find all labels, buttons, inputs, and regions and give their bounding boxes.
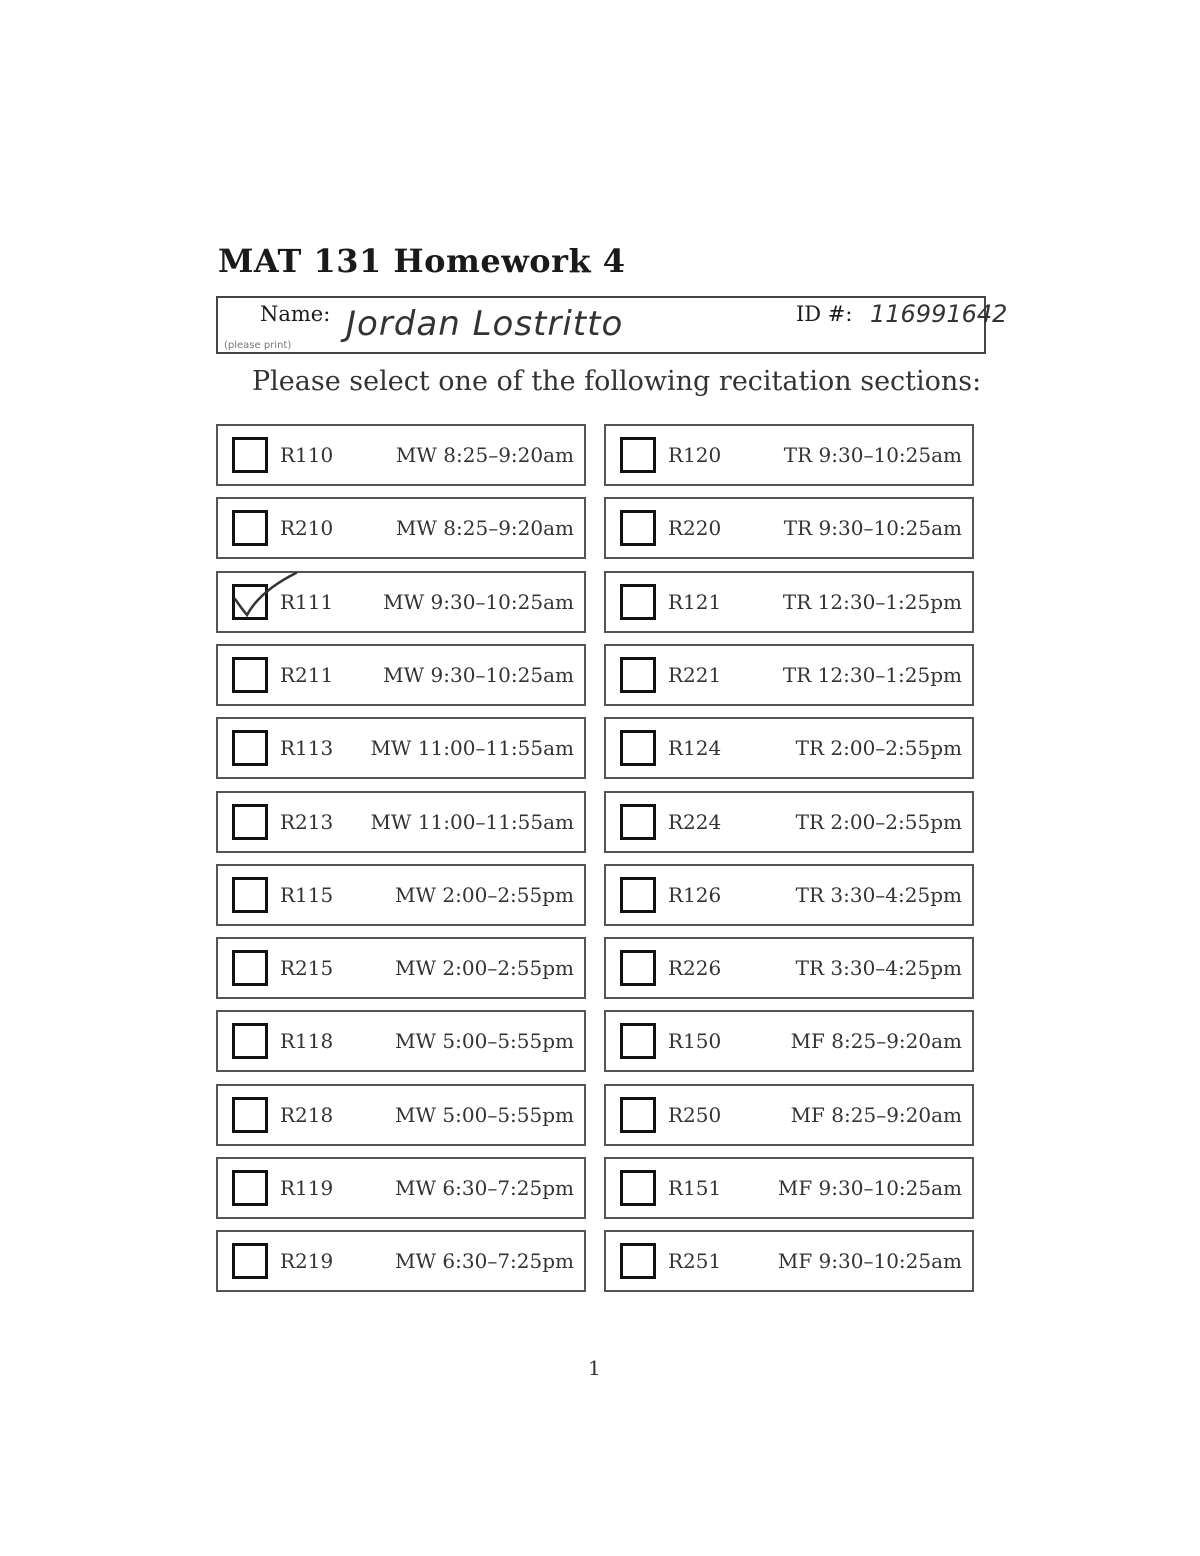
section-checkbox[interactable] bbox=[232, 1243, 268, 1279]
section-option-r250[interactable] bbox=[604, 1084, 974, 1146]
section-time: MW 5:00–5:55pm bbox=[395, 1103, 574, 1127]
section-time: MW 9:30–10:25am bbox=[383, 590, 574, 614]
section-code: R120 bbox=[668, 443, 722, 467]
section-option-r215[interactable] bbox=[216, 937, 586, 999]
section-time: MW 6:30–7:25pm bbox=[395, 1249, 574, 1273]
section-time: MW 11:00–11:55am bbox=[370, 810, 574, 834]
name-hint: (please print) bbox=[224, 340, 292, 351]
section-code: R220 bbox=[668, 516, 722, 540]
section-checkbox[interactable] bbox=[620, 950, 656, 986]
section-option-r220[interactable] bbox=[604, 497, 974, 559]
section-option-r251[interactable] bbox=[604, 1230, 974, 1292]
page-title: MAT 131 Homework 4 bbox=[218, 242, 626, 280]
section-checkbox[interactable] bbox=[232, 1023, 268, 1059]
section-checkbox[interactable] bbox=[620, 1170, 656, 1206]
section-option-r115[interactable] bbox=[216, 864, 586, 926]
section-checkbox[interactable] bbox=[620, 877, 656, 913]
section-code: R151 bbox=[668, 1176, 722, 1200]
section-checkbox[interactable] bbox=[620, 1023, 656, 1059]
section-time: TR 9:30–10:25am bbox=[783, 443, 962, 467]
section-code: R121 bbox=[668, 590, 722, 614]
section-time: MF 8:25–9:20am bbox=[790, 1103, 962, 1127]
section-checkbox[interactable] bbox=[232, 1170, 268, 1206]
section-time: TR 12:30–1:25pm bbox=[782, 590, 962, 614]
section-time: MF 9:30–10:25am bbox=[777, 1249, 962, 1273]
section-time: MF 9:30–10:25am bbox=[777, 1176, 962, 1200]
section-checkbox[interactable] bbox=[232, 657, 268, 693]
section-option-r126[interactable] bbox=[604, 864, 974, 926]
section-time: MW 2:00–2:55pm bbox=[395, 883, 574, 907]
section-code: R211 bbox=[280, 663, 334, 687]
section-checkbox[interactable] bbox=[232, 437, 268, 473]
section-code: R221 bbox=[668, 663, 722, 687]
section-option-r211[interactable] bbox=[216, 644, 586, 706]
section-option-r110[interactable] bbox=[216, 424, 586, 486]
section-checkbox[interactable] bbox=[232, 510, 268, 546]
section-code: R224 bbox=[668, 810, 722, 834]
section-option-r124[interactable] bbox=[604, 717, 974, 779]
section-option-r118[interactable] bbox=[216, 1010, 586, 1072]
section-checkbox[interactable] bbox=[620, 510, 656, 546]
section-code: R218 bbox=[280, 1103, 334, 1127]
section-code: R115 bbox=[280, 883, 334, 907]
section-checkbox[interactable] bbox=[620, 657, 656, 693]
section-option-r120[interactable] bbox=[604, 424, 974, 486]
section-code: R251 bbox=[668, 1249, 722, 1273]
section-time: TR 12:30–1:25pm bbox=[782, 663, 962, 687]
section-code: R219 bbox=[280, 1249, 334, 1273]
section-option-r151[interactable] bbox=[604, 1157, 974, 1219]
section-code: R226 bbox=[668, 956, 722, 980]
section-time: MW 8:25–9:20am bbox=[395, 443, 574, 467]
section-option-r210[interactable] bbox=[216, 497, 586, 559]
section-code: R110 bbox=[280, 443, 334, 467]
section-time: TR 9:30–10:25am bbox=[783, 516, 962, 540]
section-checkbox[interactable] bbox=[620, 804, 656, 840]
section-time: MW 5:00–5:55pm bbox=[395, 1029, 574, 1053]
section-time: TR 3:30–4:25pm bbox=[795, 956, 962, 980]
section-time: MW 8:25–9:20am bbox=[395, 516, 574, 540]
name-label: Name: bbox=[260, 302, 331, 326]
instruction-text: Please select one of the following recitation sections: bbox=[252, 366, 982, 397]
section-checkbox[interactable] bbox=[232, 804, 268, 840]
section-checkbox[interactable] bbox=[232, 950, 268, 986]
section-code: R250 bbox=[668, 1103, 722, 1127]
section-option-r221[interactable] bbox=[604, 644, 974, 706]
section-code: R150 bbox=[668, 1029, 722, 1053]
section-code: R215 bbox=[280, 956, 334, 980]
section-option-r111[interactable] bbox=[216, 571, 586, 633]
section-checkbox[interactable] bbox=[620, 730, 656, 766]
section-time: MW 11:00–11:55am bbox=[370, 736, 574, 760]
section-option-r218[interactable] bbox=[216, 1084, 586, 1146]
student-info-box bbox=[216, 296, 1008, 354]
section-option-r113[interactable] bbox=[216, 717, 586, 779]
section-checkbox[interactable] bbox=[620, 1097, 656, 1133]
section-time: TR 3:30–4:25pm bbox=[795, 883, 962, 907]
section-time: MW 2:00–2:55pm bbox=[395, 956, 574, 980]
section-code: R118 bbox=[280, 1029, 334, 1053]
section-code: R111 bbox=[280, 590, 334, 614]
section-checkbox[interactable] bbox=[620, 584, 656, 620]
section-option-r150[interactable] bbox=[604, 1010, 974, 1072]
id-field[interactable]: 116991642 bbox=[870, 300, 1008, 328]
page-number: 1 bbox=[588, 1356, 601, 1380]
name-field[interactable]: Jordan Lostritto bbox=[346, 304, 624, 344]
section-option-r213[interactable] bbox=[216, 791, 586, 853]
section-code: R210 bbox=[280, 516, 334, 540]
section-time: TR 2:00–2:55pm bbox=[795, 736, 962, 760]
section-option-r121[interactable] bbox=[604, 571, 974, 633]
section-code: R119 bbox=[280, 1176, 334, 1200]
section-code: R113 bbox=[280, 736, 334, 760]
section-code: R126 bbox=[668, 883, 722, 907]
id-label: ID #: bbox=[796, 302, 853, 326]
section-time: MW 9:30–10:25am bbox=[383, 663, 574, 687]
section-checkbox[interactable] bbox=[232, 730, 268, 766]
section-option-r119[interactable] bbox=[216, 1157, 586, 1219]
section-checkbox[interactable] bbox=[232, 1097, 268, 1133]
section-checkbox[interactable] bbox=[620, 1243, 656, 1279]
section-time: TR 2:00–2:55pm bbox=[795, 810, 962, 834]
section-time: MF 8:25–9:20am bbox=[790, 1029, 962, 1053]
section-code: R213 bbox=[280, 810, 334, 834]
section-time: MW 6:30–7:25pm bbox=[395, 1176, 574, 1200]
section-checkbox[interactable] bbox=[232, 877, 268, 913]
section-option-r224[interactable] bbox=[604, 791, 974, 853]
section-option-r226[interactable] bbox=[604, 937, 974, 999]
section-option-r219[interactable] bbox=[216, 1230, 586, 1292]
section-code: R124 bbox=[668, 736, 722, 760]
section-checkbox[interactable] bbox=[620, 437, 656, 473]
